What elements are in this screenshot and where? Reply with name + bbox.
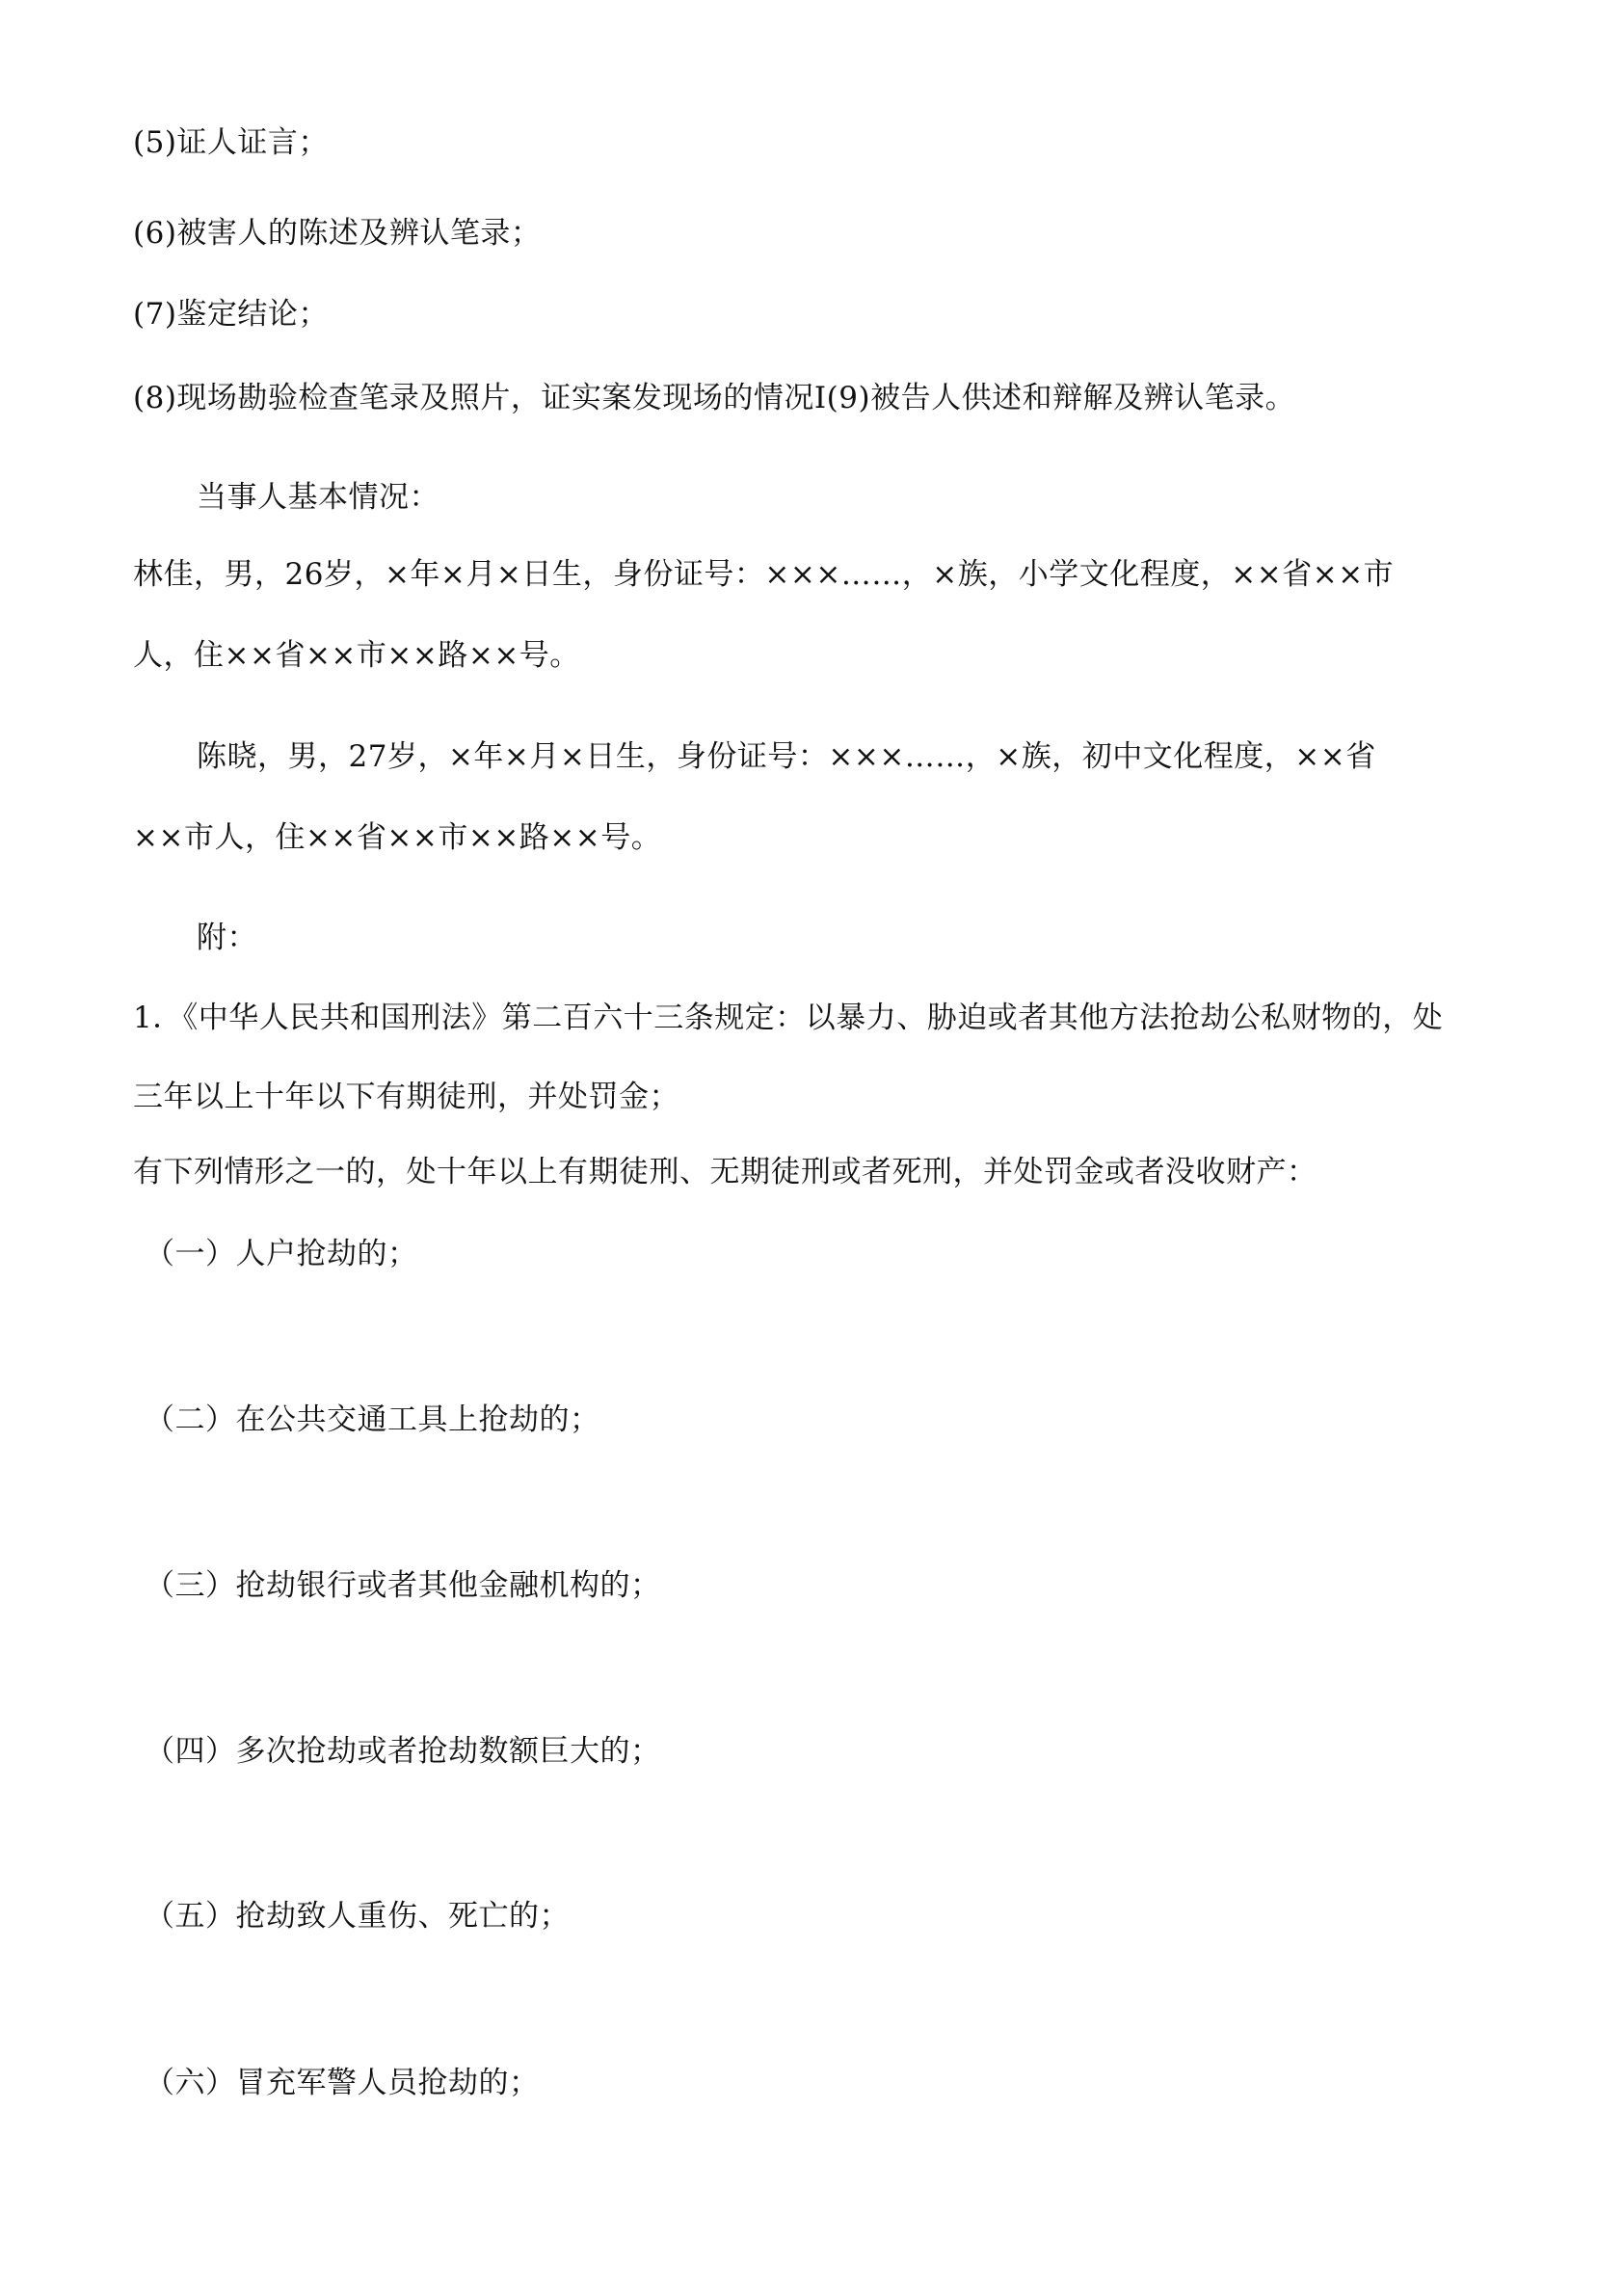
evidence-item-8-9: (8)现场勘验检查笔录及照片，证实案发现场的情况Ⅰ(9)被告人供述和辩解及辨认笔录。: [133, 381, 1296, 415]
law-article-line-3: 有下列情形之一的，处十年以上有期徒刑、无期徒刑或者死刑，并处罚金或者没收财产：: [133, 1155, 1317, 1189]
evidence-item-7: (7)鉴定结论；: [133, 297, 329, 332]
party-2-line-1: 陈晓，男，27岁，×年×月×日生，身份证号：×××……，×族，初中文化程度，××省: [197, 739, 1376, 774]
circumstance-item: （四）多次抢劫或者抢劫数额巨大的；: [145, 1734, 661, 1769]
circumstance-item: （五）抢劫致人重伤、死亡的；: [145, 1899, 570, 1934]
evidence-item-6: (6)被害人的陈述及辨认笔录；: [133, 216, 542, 251]
circumstance-item: （二）在公共交通工具上抢劫的；: [145, 1402, 600, 1437]
circumstance-item: （三）抢劫银行或者其他金融机构的；: [145, 1568, 661, 1603]
parties-heading: 当事人基本情况：: [197, 480, 439, 515]
law-article-line-2: 三年以上十年以下有期徒刑，并处罚金；: [133, 1080, 679, 1114]
circumstance-item: （一）人户抢劫的；: [145, 1237, 418, 1271]
appendix-heading: 附：: [197, 921, 257, 955]
law-article-line-1: 1．《中华人民共和国刑法》第二百六十三条规定：以暴力、胁迫或者其他方法抢劫公私财物的，处: [133, 1001, 1444, 1035]
circumstance-item: （六）冒充军警人员抢劫的；: [145, 2066, 540, 2100]
party-1-line-1: 林佳，男，26岁，×年×月×日生，身份证号：×××……，×族，小学文化程度，××省××市: [133, 557, 1395, 592]
evidence-item-5: (5)证人证言；: [133, 125, 329, 160]
party-1-line-2: 人，住××省××市××路××号。: [133, 638, 580, 673]
party-2-line-2: ××市人，住××省××市××路××号。: [133, 820, 662, 855]
